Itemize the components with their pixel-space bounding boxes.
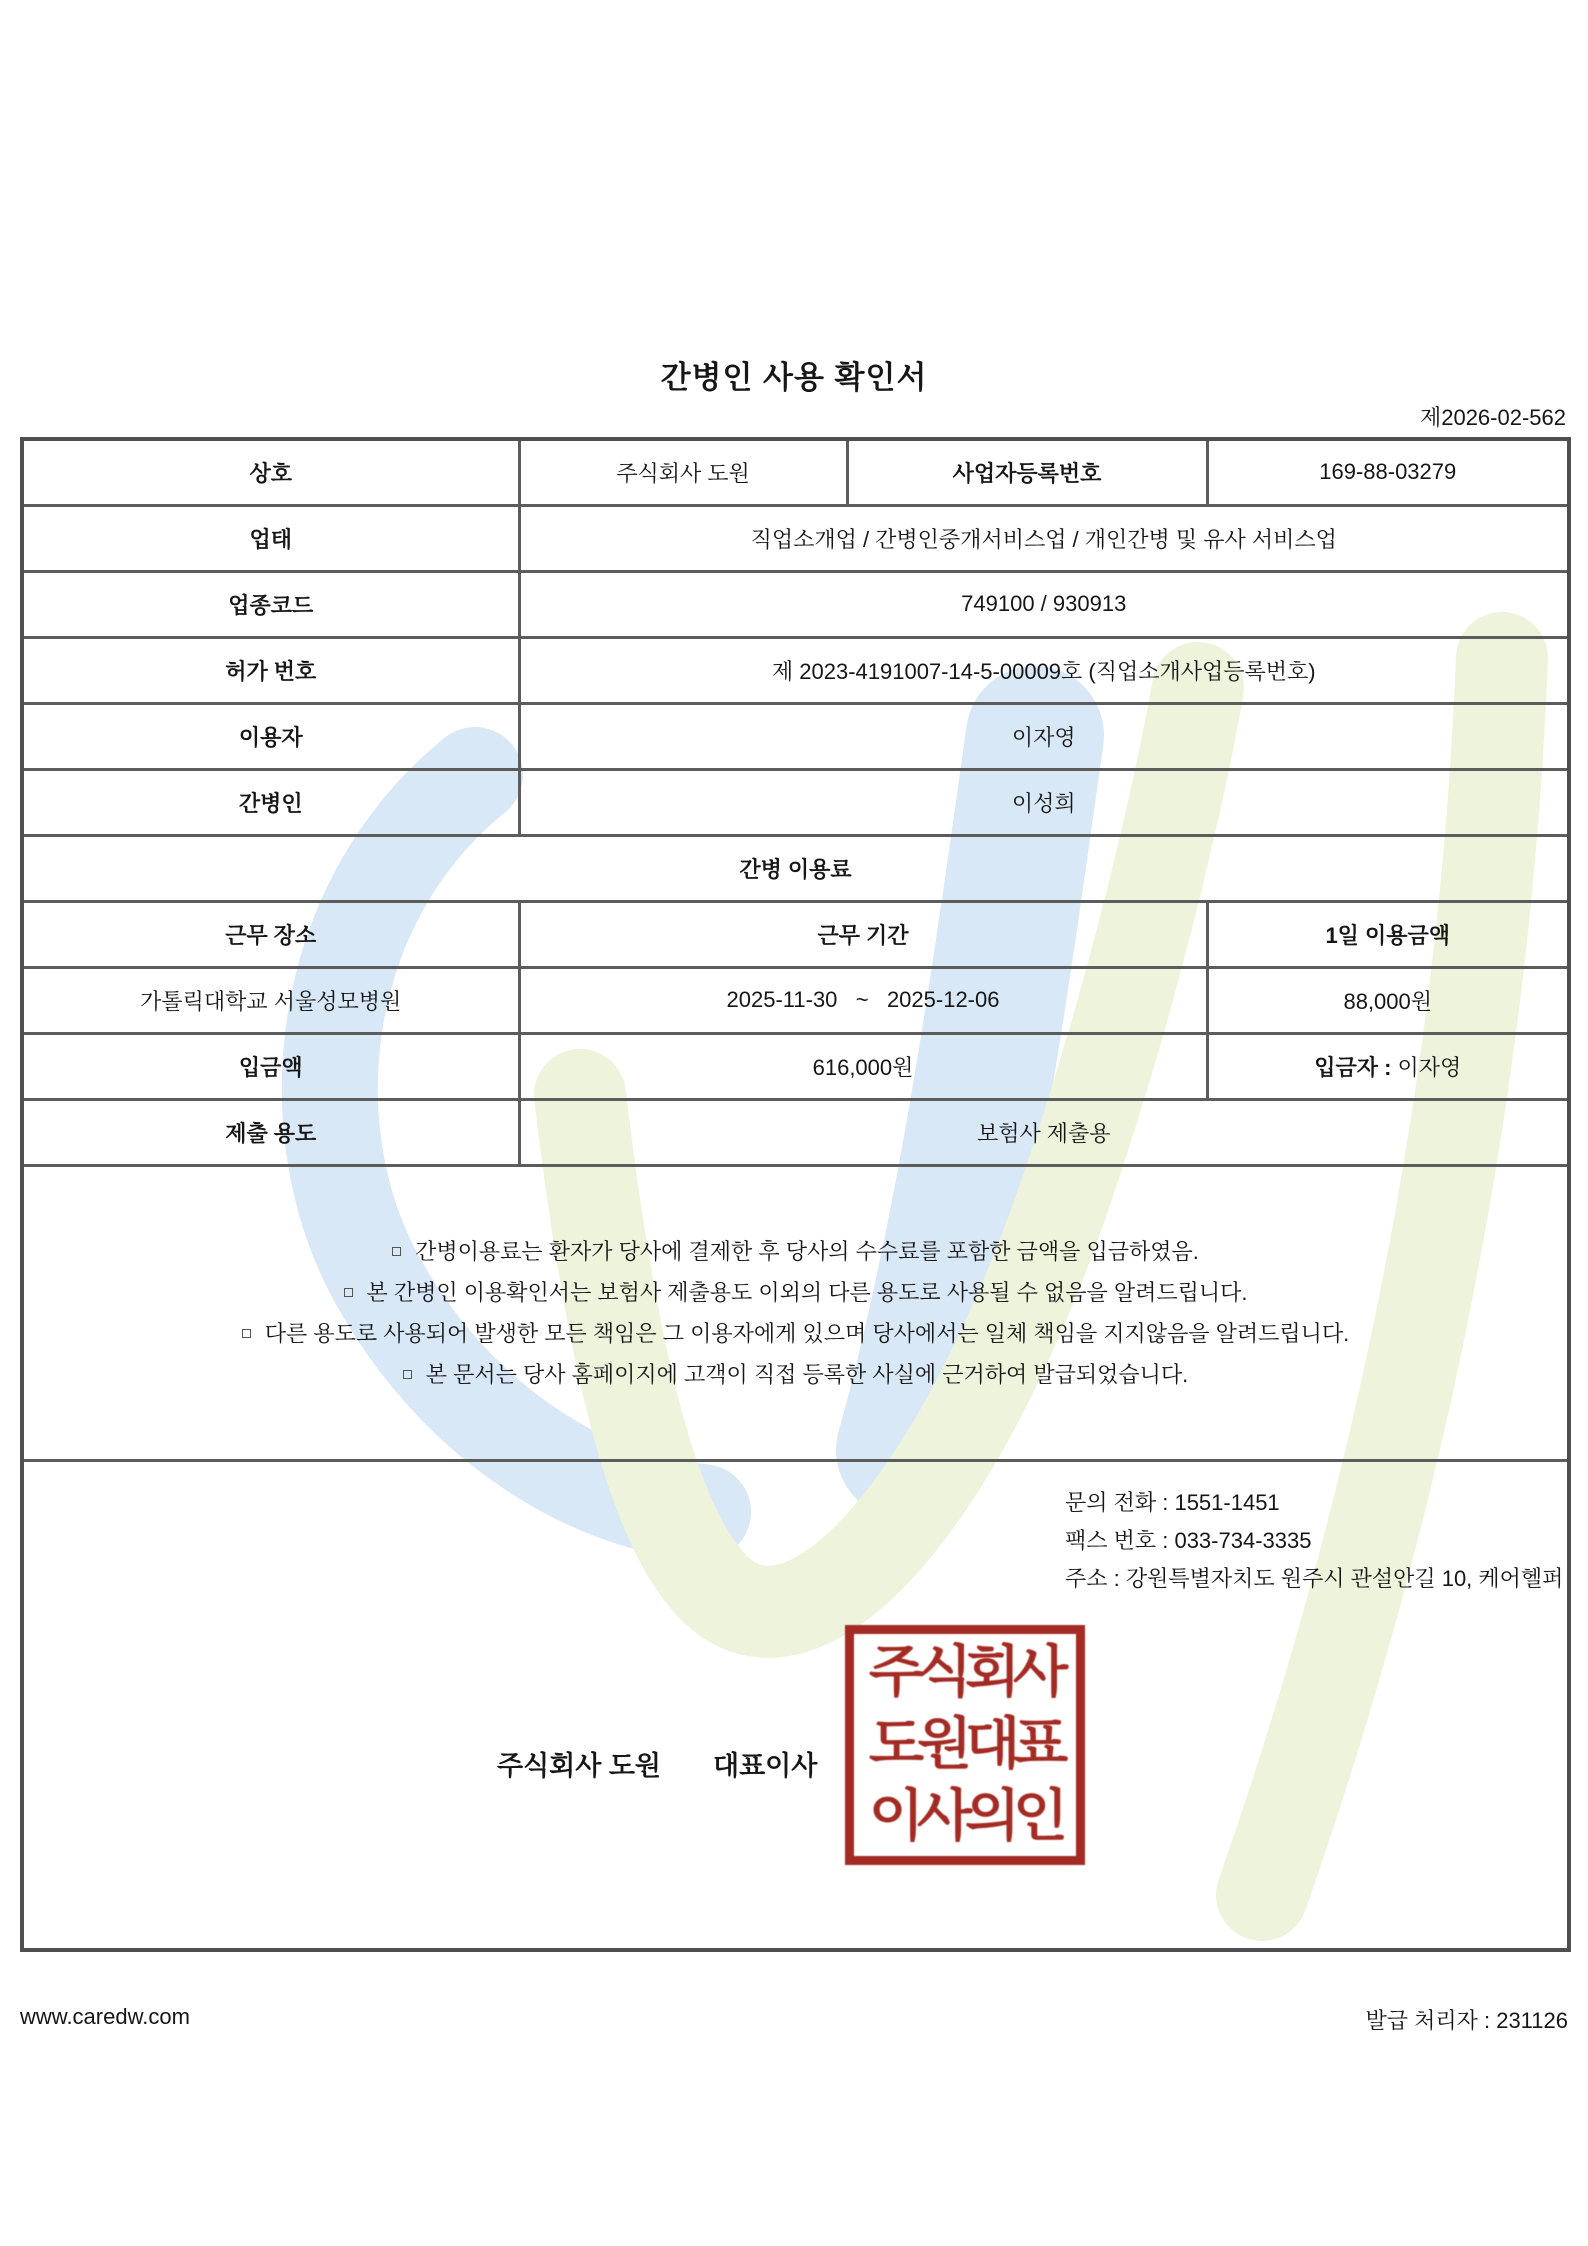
label-business-type: 업태 — [22, 505, 519, 571]
contact-fax: 팩스 번호 : 033-734-3335 — [1065, 1527, 1312, 1553]
table-row — [22, 1033, 1569, 1099]
label-daily-fee: 1일 이용금액 — [1207, 901, 1569, 967]
note-text: 본 문서는 당사 홈페이지에 고객이 직접 등록한 사실에 근거하여 발급되었습니다. — [425, 1361, 1189, 1387]
contact-address: 주소 : 강원특별자치도 원주시 관설안길 10, 케어헬퍼 — [1065, 1565, 1564, 1591]
label-business-reg-no: 사업자등록번호 — [847, 439, 1207, 505]
table-row — [22, 637, 1569, 703]
label-license-number: 허가 번호 — [22, 637, 519, 703]
square-bullet-icon — [242, 1329, 251, 1338]
note-text: 다른 용도로 사용되어 발생한 모든 책임은 그 이용자에게 있으며 당사에서는 일체 책임을 지지않음을 알려드립니다. — [264, 1320, 1350, 1346]
value-depositor — [1207, 1033, 1569, 1099]
table-row — [22, 703, 1569, 769]
value-user: 이자영 — [519, 703, 1569, 769]
table-row — [22, 1099, 1569, 1165]
label-caregiver: 간병인 — [22, 769, 519, 835]
label-work-period: 근무 기간 — [519, 901, 1207, 967]
value-work-place: 가톨릭대학교 서울성모병원 — [22, 967, 519, 1033]
value-license-number: 제 2023-4191007-14-5-00009호 (직업소개사업등록번호) — [519, 637, 1569, 703]
contact-block — [1065, 1484, 1563, 1598]
note-item — [24, 1354, 1567, 1395]
label-depositor: 입금자 : — [1314, 1054, 1392, 1080]
label-deposit-amount: 입금액 — [22, 1033, 519, 1099]
table-row — [22, 1460, 1569, 1950]
document-number: 제2026-02-562 — [1419, 405, 1566, 430]
seal-text-line: 이사의인 — [868, 1783, 1062, 1849]
value-business-type: 직업소개업 / 간병인중개서비스업 / 개인간병 및 유사 서비스업 — [519, 505, 1569, 571]
signature-line — [497, 1744, 817, 1783]
value-business-reg-no: 169-88-03279 — [1207, 439, 1569, 505]
table-row — [22, 901, 1569, 967]
label-submission-purpose: 제출 용도 — [22, 1099, 519, 1165]
value-daily-fee: 88,000원 — [1207, 967, 1569, 1033]
page-title: 간병인 사용 확인서 — [660, 360, 928, 395]
seal-text-line: 주식회사 — [868, 1639, 1062, 1705]
depositor-name: 이자영 — [1397, 1054, 1462, 1080]
note-text: 본 간병인 이용확인서는 보험사 제출용도 이외의 다른 용도로 사용될 수 없음을 알려드립니다. — [366, 1279, 1248, 1305]
corporate-seal-stamp — [845, 1625, 1085, 1865]
footer-website: www.caredw.com — [20, 2004, 190, 2029]
info-table — [20, 437, 1571, 1952]
value-work-period: 2025-11-30 ~ 2025-12-06 — [519, 967, 1207, 1033]
table-row — [22, 439, 1569, 505]
square-bullet-icon — [392, 1247, 401, 1256]
signature-section — [22, 1460, 1569, 1950]
footer-issuer: 발급 처리자 : 231126 — [1365, 2008, 1568, 2033]
table-row — [22, 967, 1569, 1033]
note-item — [24, 1231, 1567, 1272]
table-row — [22, 835, 1569, 901]
table-row — [22, 571, 1569, 637]
label-company-name: 상호 — [22, 439, 519, 505]
note-item — [24, 1313, 1567, 1354]
table-row — [22, 505, 1569, 571]
label-industry-code: 업종코드 — [22, 571, 519, 637]
section-header-care-fee: 간병 이용료 — [22, 835, 1569, 901]
label-user: 이용자 — [22, 703, 519, 769]
seal-text-line: 도원대표 — [868, 1711, 1062, 1777]
table-row — [22, 769, 1569, 835]
square-bullet-icon — [403, 1370, 412, 1379]
note-text: 간병이용료는 환자가 당사에 결제한 후 당사의 수수료를 포함한 금액을 입금하였음. — [415, 1238, 1199, 1264]
notes-section — [22, 1165, 1569, 1460]
square-bullet-icon — [344, 1288, 353, 1297]
contact-phone: 문의 전화 : 1551-1451 — [1065, 1489, 1280, 1515]
note-item — [24, 1272, 1567, 1313]
value-industry-code: 749100 / 930913 — [519, 571, 1569, 637]
label-work-place: 근무 장소 — [22, 901, 519, 967]
value-caregiver: 이성희 — [519, 769, 1569, 835]
table-row — [22, 1165, 1569, 1460]
signature-role: 대표이사 — [713, 1750, 818, 1781]
signature-company-name: 주식회사 도원 — [497, 1750, 661, 1781]
value-deposit-amount: 616,000원 — [519, 1033, 1207, 1099]
value-submission-purpose: 보험사 제출용 — [519, 1099, 1569, 1165]
value-company-name: 주식회사 도원 — [519, 439, 847, 505]
